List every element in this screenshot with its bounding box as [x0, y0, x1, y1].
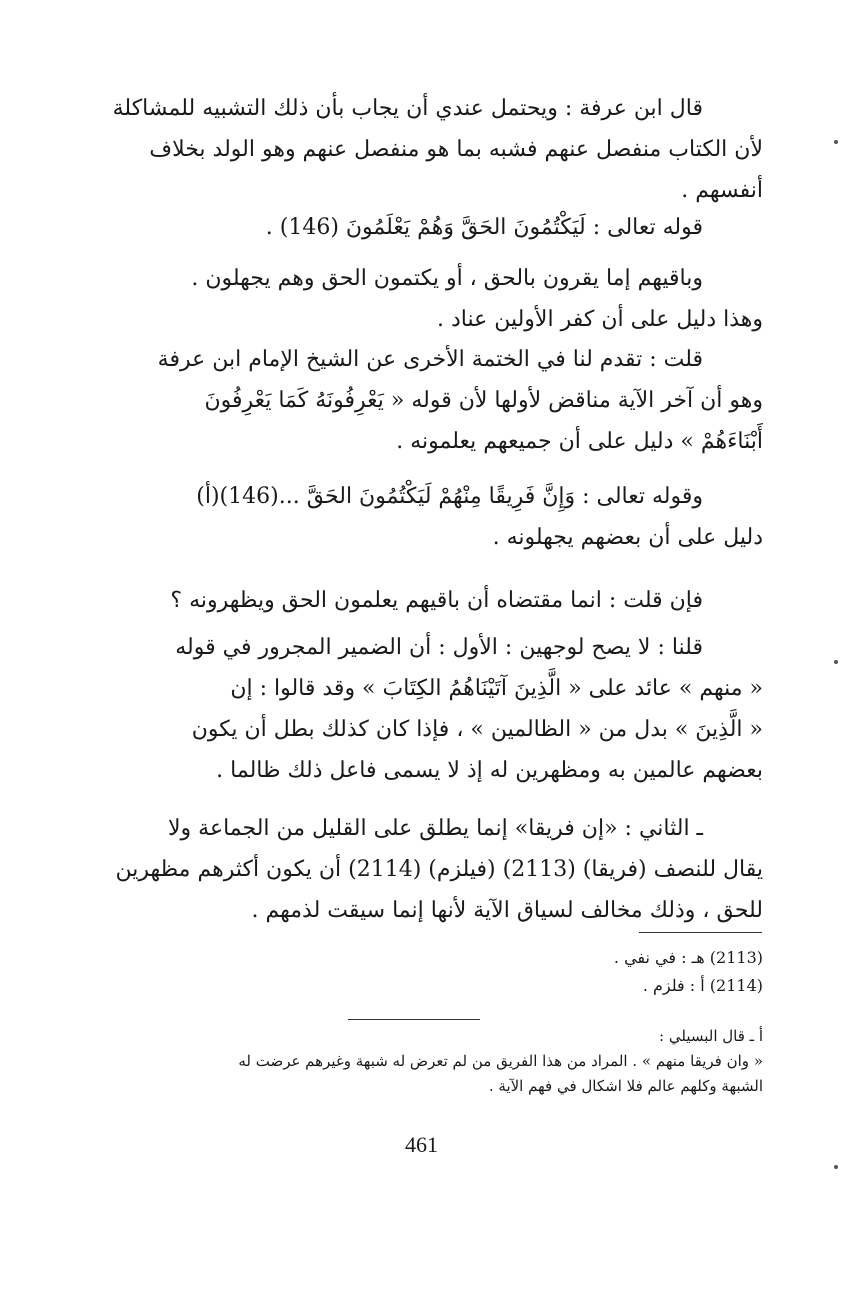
paragraph — [88, 476, 763, 558]
note-line: « وان فريقا منهم » . المراد من هذا الفريق من لم تعرض له شبهة وغيرهم عرضت له — [238, 1052, 763, 1070]
marginal-note — [88, 1024, 763, 1099]
footnotes — [88, 944, 763, 1000]
note-separator — [348, 1019, 480, 1020]
paragraph — [88, 627, 763, 791]
text-line: وهو أن آخر الآية مناقض لأولها لأن قوله « يَعْرِفُونَهُ كَمَا يَعْرِفُونَ — [204, 388, 763, 413]
footnote: (2113) هـ : في نفي . — [613, 948, 763, 967]
text-line: فإن قلت : انما مقتضاه أن باقيهم يعلمون الحق ويظهرونه ؟ — [170, 588, 703, 613]
paragraph — [88, 808, 763, 931]
text-line: للحق ، وذلك مخالف لسياق الآية لأنها إنما سيقت لذمهم . — [251, 898, 763, 923]
text-line: قوله تعالى : لَيَكْتُمُونَ الحَقَّ وَهُمْ يَعْلَمُونَ (146) . — [265, 215, 703, 240]
margin-mark — [834, 140, 838, 144]
text-line: قلت : تقدم لنا في الختمة الأخرى عن الشيخ الإمام ابن عرفة — [157, 347, 703, 372]
paragraph — [88, 580, 763, 621]
paragraph — [88, 207, 763, 248]
text-line: « الَّذِينَ » بدل من « الظالمين » ، فإذا كان كذلك بطل أن يكون — [191, 717, 763, 742]
text-line: ـ الثاني : «إن فريقا» إنما يطلق على القليل من الجماعة ولا — [168, 816, 703, 841]
text-line: دليل على أن بعضهم يجهلونه . — [492, 525, 763, 550]
text-line: « منهم » عائد على « الَّذِينَ آتَيْنَاهُمُ الكِتَابَ » وقد قالوا : إن — [230, 676, 763, 701]
text-line: قال ابن عرفة : ويحتمل عندي أن يجاب بأن ذلك التشبيه للمشاكلة — [112, 96, 703, 121]
note-heading: أ ـ قال البسيلي : — [659, 1027, 763, 1045]
page-number: 461 — [405, 1132, 438, 1157]
footnote-separator — [639, 932, 762, 933]
text-line: وهذا دليل على أن كفر الأولين عناد . — [436, 307, 763, 332]
text-line: وباقيهم إما يقرون بالحق ، أو يكتمون الحق وهم يجهلون . — [191, 266, 703, 291]
text-line: يقال للنصف (فريقا) (2113) (فيلزم) (2114) أن يكون أكثرهم مظهرين — [115, 857, 763, 882]
text-line: بعضهم عالمين به ومظهرين له إذ لا يسمى فاعل ذلك ظالما . — [216, 758, 763, 783]
text-line: وقوله تعالى : وَإِنَّ فَرِيقًا مِنْهُمْ لَيَكْتُمُونَ الحَقَّ ...(146)(أ) — [196, 484, 703, 509]
paragraph — [88, 258, 763, 340]
paragraph — [88, 88, 763, 211]
text-line: قلنا : لا يصح لوجهين : الأول : أن الضمير المجرور في قوله — [175, 635, 703, 660]
margin-mark — [834, 660, 838, 664]
paragraph — [88, 339, 763, 462]
text-line: لأن الكتاب منفصل عنهم فشبه بما هو منفصل عنهم وهو الولد بخلاف — [149, 137, 763, 162]
text-line: أنفسهم . — [681, 178, 763, 203]
margin-mark — [834, 1165, 838, 1169]
text-line: أَبْنَاءَهُمْ » دليل على أن جميعهم يعلمونه . — [396, 429, 763, 454]
note-line: الشبهة وكلهم عالم فلا اشكال في فهم الآية . — [488, 1077, 763, 1095]
footnote: (2114) أ : فلزم . — [642, 976, 763, 995]
